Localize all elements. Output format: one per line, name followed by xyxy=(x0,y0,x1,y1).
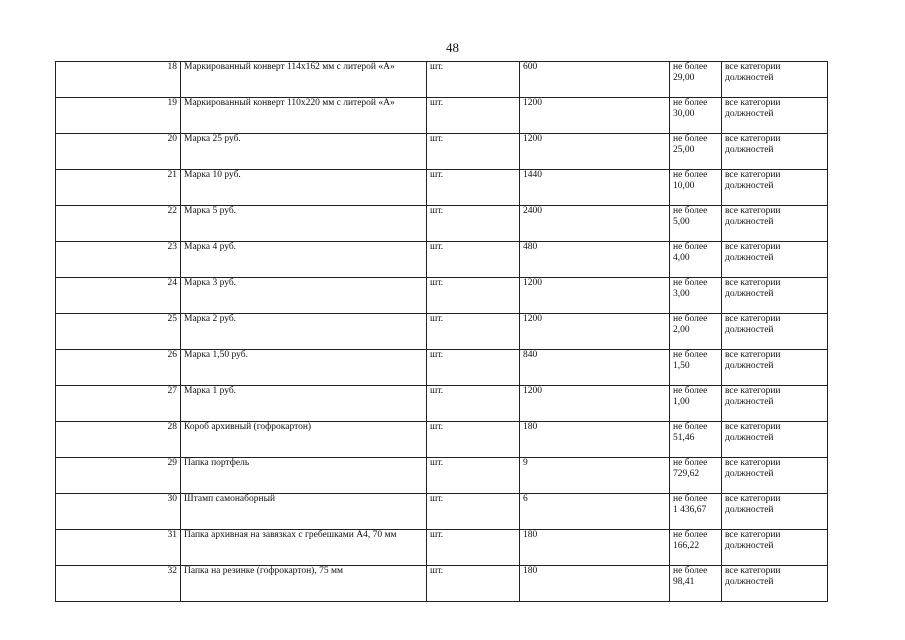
quantity: 1200 xyxy=(520,278,670,314)
price-cell xyxy=(670,350,722,386)
quantity: 1200 xyxy=(520,386,670,422)
price-prefix: не более xyxy=(673,422,708,432)
quantity: 180 xyxy=(520,566,670,602)
unit-of-measure: шт. xyxy=(427,314,520,350)
price-value: 2,00 xyxy=(673,325,690,335)
page-number: 48 xyxy=(446,40,459,55)
price-cell xyxy=(670,62,722,98)
item-name: Маркированный конверт 114х162 мм с литерой «А» xyxy=(181,62,427,98)
row-number: 32 xyxy=(56,566,181,602)
price-value: 1,00 xyxy=(673,397,690,407)
price-value: 3,00 xyxy=(673,289,690,299)
price-cell xyxy=(670,530,722,566)
item-name: Штамп самонаборный xyxy=(181,494,427,530)
price-value: 30,00 xyxy=(673,109,695,119)
position-category: все категории должностей xyxy=(722,242,828,278)
unit-of-measure: шт. xyxy=(427,98,520,134)
item-name: Марка 1 руб. xyxy=(181,386,427,422)
table-row xyxy=(56,350,828,386)
quantity: 2400 xyxy=(520,206,670,242)
position-category: все категории должностей xyxy=(722,170,828,206)
quantity: 1440 xyxy=(520,170,670,206)
price-cell xyxy=(670,566,722,602)
row-number: 31 xyxy=(56,530,181,566)
table-row xyxy=(56,170,828,206)
quantity: 840 xyxy=(520,350,670,386)
price-prefix: не более xyxy=(673,206,708,216)
row-number: 22 xyxy=(56,206,181,242)
price-cell xyxy=(670,134,722,170)
price-value: 29,00 xyxy=(673,73,695,83)
price-prefix: не более xyxy=(673,350,708,360)
price-prefix: не более xyxy=(673,98,708,108)
position-category: все категории должностей xyxy=(722,494,828,530)
quantity: 180 xyxy=(520,530,670,566)
price-prefix: не более xyxy=(673,386,708,396)
price-prefix: не более xyxy=(673,242,708,252)
table-row xyxy=(56,134,828,170)
unit-of-measure: шт. xyxy=(427,134,520,170)
price-prefix: не более xyxy=(673,170,708,180)
quantity: 480 xyxy=(520,242,670,278)
table-row xyxy=(56,566,828,602)
item-name: Папка на резинке (гофрокартон), 75 мм xyxy=(181,566,427,602)
row-number: 29 xyxy=(56,458,181,494)
price-cell xyxy=(670,170,722,206)
item-name: Марка 5 руб. xyxy=(181,206,427,242)
price-value: 166,22 xyxy=(673,541,700,551)
table-row xyxy=(56,386,828,422)
unit-of-measure: шт. xyxy=(427,494,520,530)
table-row xyxy=(56,494,828,530)
row-number: 27 xyxy=(56,386,181,422)
item-name: Короб архивный (гофрокартон) xyxy=(181,422,427,458)
item-name: Марка 10 руб. xyxy=(181,170,427,206)
quantity: 1200 xyxy=(520,98,670,134)
item-name: Марка 4 руб. xyxy=(181,242,427,278)
price-cell xyxy=(670,206,722,242)
table-row xyxy=(56,530,828,566)
table-row xyxy=(56,314,828,350)
table-row xyxy=(56,458,828,494)
table-row xyxy=(56,98,828,134)
row-number: 28 xyxy=(56,422,181,458)
price-cell xyxy=(670,422,722,458)
price-prefix: не более xyxy=(673,62,708,72)
price-value: 4,00 xyxy=(673,253,690,263)
price-value: 1 436,67 xyxy=(673,505,707,515)
item-name: Марка 1,50 руб. xyxy=(181,350,427,386)
price-value: 5,00 xyxy=(673,217,690,227)
position-category: все категории должностей xyxy=(722,530,828,566)
unit-of-measure: шт. xyxy=(427,62,520,98)
row-number: 25 xyxy=(56,314,181,350)
unit-of-measure: шт. xyxy=(427,386,520,422)
item-name: Марка 25 руб. xyxy=(181,134,427,170)
row-number: 26 xyxy=(56,350,181,386)
position-category: все категории должностей xyxy=(722,314,828,350)
price-cell xyxy=(670,278,722,314)
quantity: 1200 xyxy=(520,134,670,170)
quantity: 600 xyxy=(520,62,670,98)
price-value: 51,46 xyxy=(673,433,695,443)
unit-of-measure: шт. xyxy=(427,458,520,494)
unit-of-measure: шт. xyxy=(427,242,520,278)
position-category: все категории должностей xyxy=(722,134,828,170)
unit-of-measure: шт. xyxy=(427,566,520,602)
position-category: все категории должностей xyxy=(722,278,828,314)
price-value: 98,41 xyxy=(673,577,695,587)
price-prefix: не более xyxy=(673,494,708,504)
quantity: 9 xyxy=(520,458,670,494)
unit-of-measure: шт. xyxy=(427,278,520,314)
unit-of-measure: шт. xyxy=(427,422,520,458)
price-cell xyxy=(670,242,722,278)
row-number: 23 xyxy=(56,242,181,278)
position-category: все категории должностей xyxy=(722,98,828,134)
price-cell xyxy=(670,386,722,422)
table-body xyxy=(56,62,828,602)
position-category: все категории должностей xyxy=(722,386,828,422)
row-number: 21 xyxy=(56,170,181,206)
row-number: 18 xyxy=(56,62,181,98)
row-number: 24 xyxy=(56,278,181,314)
price-prefix: не более xyxy=(673,566,708,576)
position-category: все категории должностей xyxy=(722,458,828,494)
item-name: Маркированный конверт 110х220 мм с литерой «А» xyxy=(181,98,427,134)
table-row xyxy=(56,242,828,278)
price-cell xyxy=(670,98,722,134)
position-category: все категории должностей xyxy=(722,566,828,602)
unit-of-measure: шт. xyxy=(427,206,520,242)
position-category: все категории должностей xyxy=(722,206,828,242)
price-value: 729,62 xyxy=(673,469,700,479)
procurement-table xyxy=(55,61,828,602)
price-prefix: не более xyxy=(673,530,708,540)
price-cell xyxy=(670,458,722,494)
unit-of-measure: шт. xyxy=(427,350,520,386)
quantity: 6 xyxy=(520,494,670,530)
table-row xyxy=(56,62,828,98)
table-row xyxy=(56,278,828,314)
position-category: все категории должностей xyxy=(722,350,828,386)
item-name: Папка портфель xyxy=(181,458,427,494)
price-prefix: не более xyxy=(673,458,708,468)
price-prefix: не более xyxy=(673,134,708,144)
price-cell xyxy=(670,494,722,530)
item-name: Марка 3 руб. xyxy=(181,278,427,314)
item-name: Марка 2 руб. xyxy=(181,314,427,350)
unit-of-measure: шт. xyxy=(427,530,520,566)
table-row xyxy=(56,422,828,458)
unit-of-measure: шт. xyxy=(427,170,520,206)
price-value: 10,00 xyxy=(673,181,695,191)
item-name: Папка архивная на завязках с гребешками А4, 70 мм xyxy=(181,530,427,566)
price-prefix: не более xyxy=(673,278,708,288)
table-row xyxy=(56,206,828,242)
row-number: 30 xyxy=(56,494,181,530)
price-value: 25,00 xyxy=(673,145,695,155)
quantity: 180 xyxy=(520,422,670,458)
row-number: 19 xyxy=(56,98,181,134)
position-category: все категории должностей xyxy=(722,422,828,458)
quantity: 1200 xyxy=(520,314,670,350)
price-value: 1,50 xyxy=(673,361,690,371)
row-number: 20 xyxy=(56,134,181,170)
price-prefix: не более xyxy=(673,314,708,324)
price-cell xyxy=(670,314,722,350)
position-category: все категории должностей xyxy=(722,62,828,98)
